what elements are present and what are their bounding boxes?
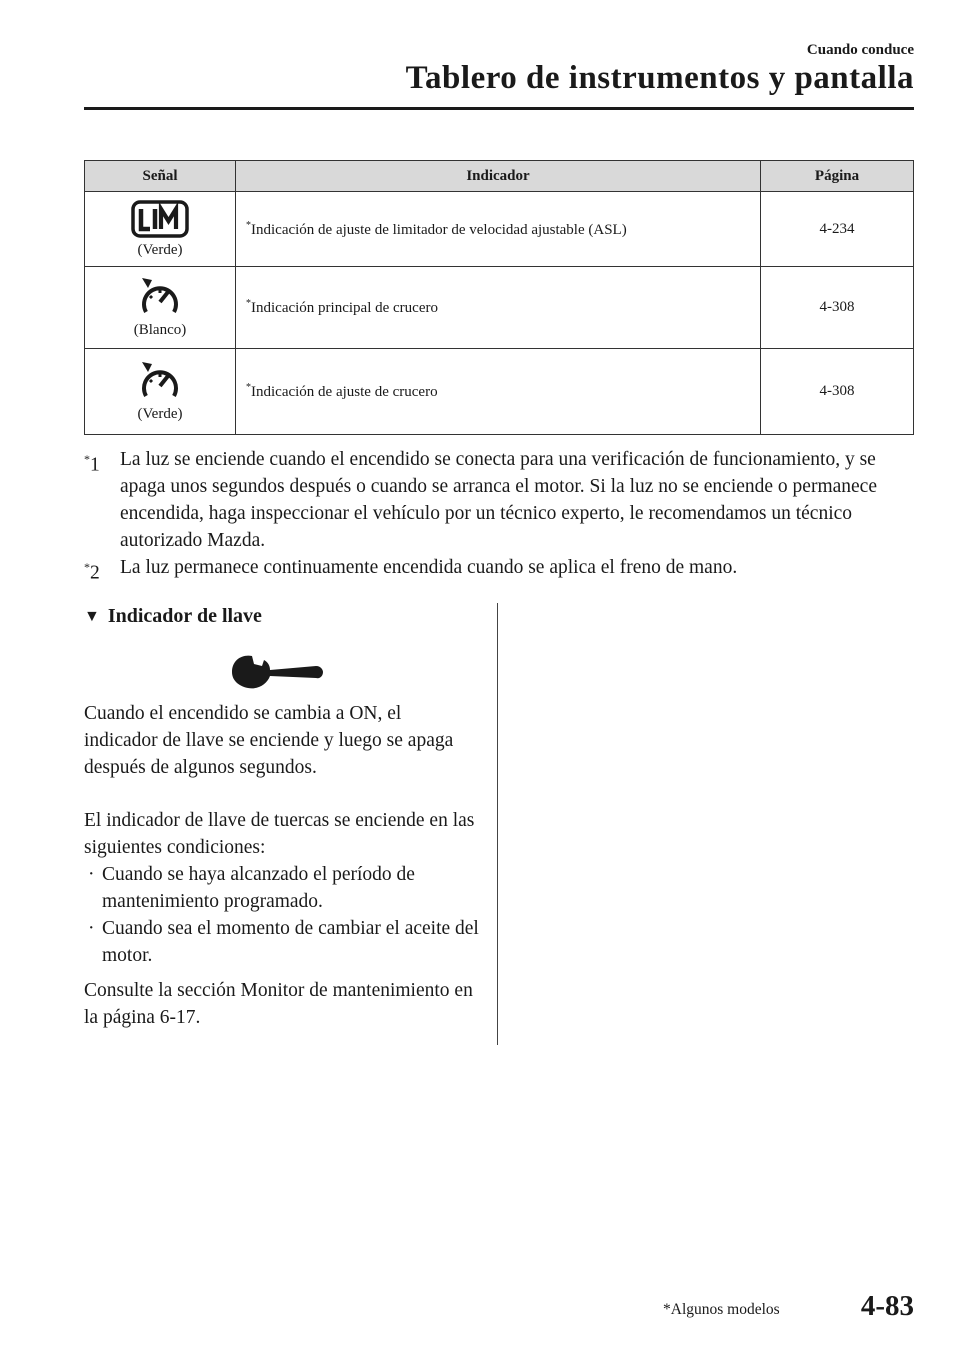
footnote-star: * xyxy=(246,298,251,309)
indicator-text: Indicación principal de crucero xyxy=(251,300,438,316)
signal-color-label: (Blanco) xyxy=(133,322,187,338)
list-item: · Cuando sea el momento de cambiar el aceite del motor. xyxy=(84,915,479,969)
paragraph-conditions: El indicador de llave de tuercas se enciende en las siguientes condiciones: xyxy=(84,810,475,858)
page-ref: 4-308 xyxy=(761,349,914,435)
conditions-list xyxy=(84,861,479,969)
section-heading-text: Indicador de llave xyxy=(107,605,262,627)
cruise-icon xyxy=(138,360,182,402)
footnote-text: La luz se enciende cuando el encendido se conecta para una verificación de funcionamiento, y se apaga unos segundos después o cuando se arranca el motor. Si la luz no se enciende o permanece encendida, haga inspeccionar el vehículo por un técnico experto, le recomendamos un técnico autorizado Mazda. xyxy=(120,449,877,551)
signal-table xyxy=(84,160,914,435)
page-title: Tablero de instrumentos y pantalla xyxy=(405,60,914,96)
footnotes xyxy=(84,446,914,584)
signal-cell xyxy=(85,267,236,349)
column-divider xyxy=(497,603,498,1045)
page-ref: 4-234 xyxy=(761,192,914,267)
paragraph-intro: Cuando el encendido se cambia a ON, el indicador de llave se enciende y luego se apaga después de algunos segundos. xyxy=(84,703,454,778)
footnote-1 xyxy=(84,446,914,554)
section-heading xyxy=(84,603,479,630)
indicator-text: Indicación de ajuste de limitador de velocidad ajustable (ASL) xyxy=(251,221,627,238)
header-indicator: Indicador xyxy=(236,161,761,192)
signal-color-label: (Verde) xyxy=(137,406,183,422)
list-item: · Cuando se haya alcanzado el período de mantenimiento programado. xyxy=(84,861,479,915)
page-number: 4-83 xyxy=(860,1290,914,1322)
header-page: Página xyxy=(761,161,914,192)
table-row xyxy=(85,192,914,267)
header-signal: Señal xyxy=(85,161,236,192)
page-ref: 4-308 xyxy=(761,267,914,349)
indicator-cell xyxy=(236,349,761,435)
table-row xyxy=(85,349,914,435)
indicator-cell xyxy=(236,192,761,267)
footnote-star: * xyxy=(246,382,251,393)
header-section-label: Cuando conduce xyxy=(806,42,914,58)
signal-color-label: (Verde) xyxy=(137,241,183,258)
wrench-icon xyxy=(228,646,324,692)
header-divider xyxy=(84,107,914,110)
wrench-indicator-section xyxy=(84,603,479,1031)
lim-icon xyxy=(131,200,189,238)
footnote-text: La luz permanece continuamente encendida cuando se aplica el freno de mano. xyxy=(120,557,738,578)
footnote-mark: *2 xyxy=(84,560,100,584)
signal-cell xyxy=(85,192,236,267)
signal-cell xyxy=(85,349,236,435)
indicator-cell xyxy=(236,267,761,349)
cruise-icon xyxy=(138,276,182,318)
footnote-star: * xyxy=(246,219,251,231)
table-row xyxy=(85,267,914,349)
footnote-2 xyxy=(84,554,914,584)
indicator-text: Indicación de ajuste de crucero xyxy=(251,384,438,400)
table-header-row xyxy=(85,161,914,192)
triangle-marker-icon: ▼ xyxy=(84,608,100,625)
bullet-icon: · xyxy=(88,918,95,939)
footnote-mark: *1 xyxy=(84,452,100,476)
bullet-icon: · xyxy=(88,864,95,885)
paragraph-reference: Consulte la sección Monitor de mantenimiento en la página 6-17. xyxy=(84,980,473,1028)
models-footnote: *Algunos modelos xyxy=(663,1301,780,1318)
